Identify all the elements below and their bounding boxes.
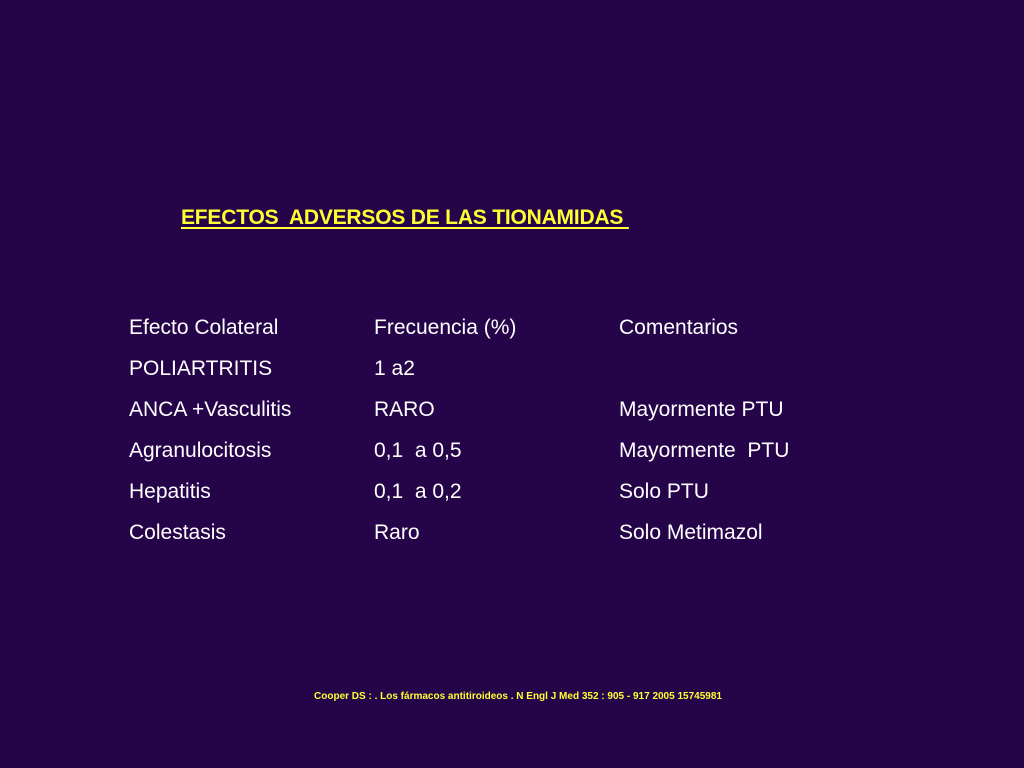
cell-effect: POLIARTRITIS — [129, 356, 273, 380]
cell-frequency: 1 a2 — [374, 356, 415, 380]
cell-frequency: Raro — [374, 520, 420, 544]
cell-frequency: RARO — [374, 397, 435, 421]
citation: Cooper DS : . Los fármacos antitiroideos . N Engl J Med 352 : 905 - 917 2005 15745981 — [314, 691, 722, 702]
cell-frequency: 0,1 a 0,5 — [374, 438, 462, 462]
cell-comment: Mayormente PTU — [619, 397, 784, 421]
cell-effect: Colestasis — [129, 520, 226, 544]
adverse-effects-table — [129, 307, 919, 553]
header-comentarios: Comentarios — [619, 315, 739, 339]
cell-effect: Hepatitis — [129, 479, 211, 503]
header-efecto-colateral: Efecto Colateral — [129, 315, 279, 339]
table-row — [129, 512, 919, 553]
header-frecuencia: Frecuencia (%) — [374, 315, 517, 339]
cell-frequency: 0,1 a 0,2 — [374, 479, 462, 503]
table-row — [129, 430, 919, 471]
table-row — [129, 389, 919, 430]
slide-title: EFECTOS ADVERSOS DE LAS TIONAMIDAS — [181, 206, 629, 229]
cell-effect: ANCA +Vasculitis — [129, 397, 292, 421]
table-header-row — [129, 307, 919, 348]
cell-comment: Mayormente PTU — [619, 438, 790, 462]
table-row — [129, 471, 919, 512]
cell-comment: Solo PTU — [619, 479, 709, 503]
cell-comment: Solo Metimazol — [619, 520, 763, 544]
cell-effect: Agranulocitosis — [129, 438, 272, 462]
table-row — [129, 348, 919, 389]
